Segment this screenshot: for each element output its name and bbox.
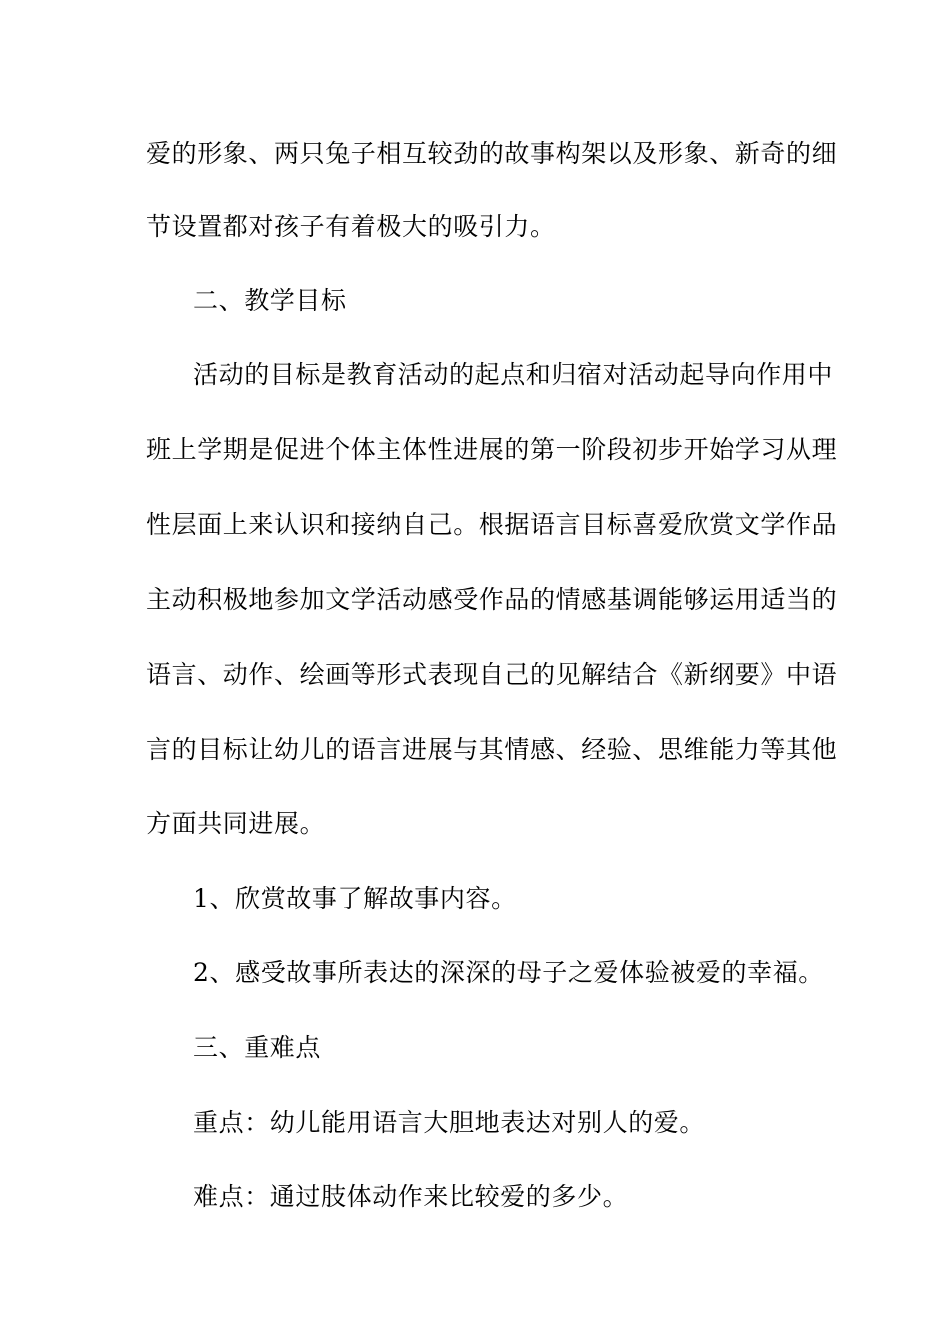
paragraph-line: 性层面上来认识和接纳自己。根据语言目标喜爱欣赏文学作品 — [146, 510, 838, 539]
paragraph-line: 语言、动作、绘画等形式表现自己的见解结合《新纲要》中语 — [146, 660, 838, 689]
difficult-point-line: 难点：通过肢体动作来比较爱的多少。 — [193, 1182, 629, 1211]
paragraph-line: 方面共同进展。 — [146, 809, 326, 838]
list-item-goal-1: 1、欣赏故事了解故事内容。 — [193, 884, 517, 913]
list-item-goal-2: 2、感受故事所表达的深深的母子之爱体验被爱的幸福。 — [193, 958, 824, 987]
section-heading-teaching-goals: 二、教学目标 — [193, 286, 347, 315]
paragraph-line: 言的目标让幼儿的语言进展与其情感、经验、思维能力等其他 — [146, 735, 838, 764]
paragraph-line: 活动的目标是教育活动的起点和归宿对活动起导向作用中 — [193, 360, 834, 389]
paragraph-line: 班上学期是促进个体主体性进展的第一阶段初步开始学习从理 — [146, 435, 838, 464]
paragraph-line: 节设置都对孩子有着极大的吸引力。 — [146, 212, 556, 241]
paragraph-line: 爱的形象、两只兔子相互较劲的故事构架以及形象、新奇的细 — [146, 139, 838, 168]
paragraph-line: 主动积极地参加文学活动感受作品的情感基调能够运用适当的 — [146, 585, 838, 614]
key-point-line: 重点：幼儿能用语言大胆地表达对别人的爱。 — [193, 1108, 706, 1137]
section-heading-key-difficult-points: 三、重难点 — [193, 1033, 322, 1062]
